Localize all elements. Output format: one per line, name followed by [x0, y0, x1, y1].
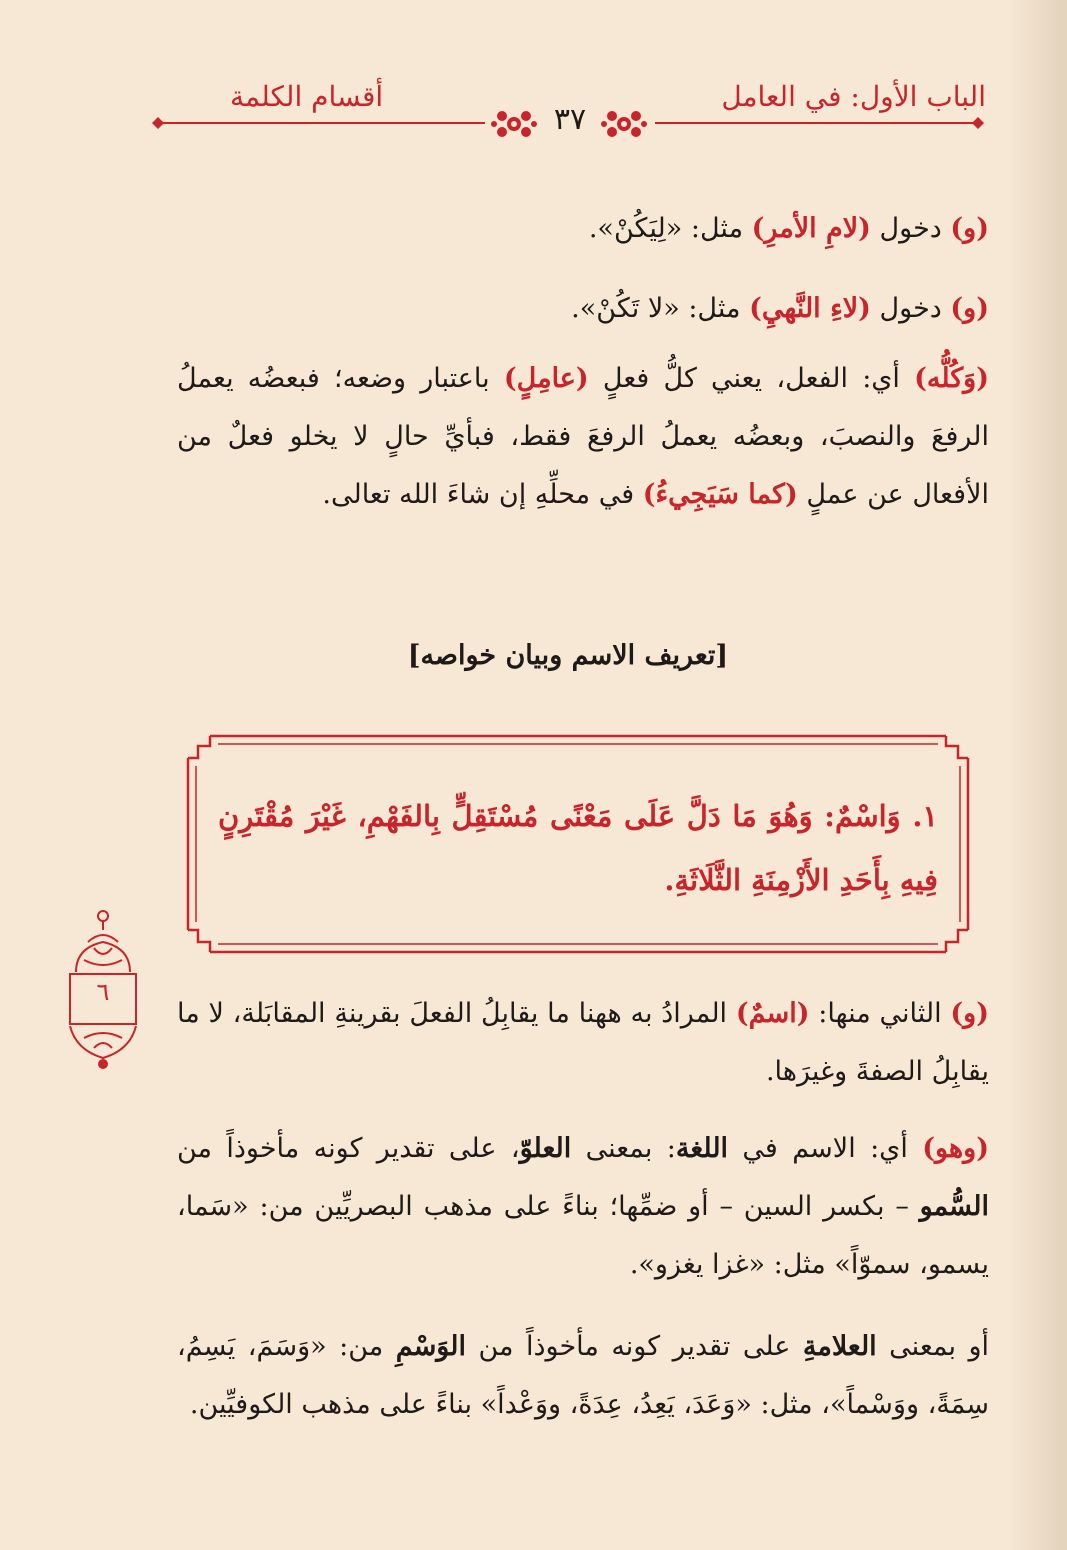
chapter-title: الباب الأول: في العامل — [721, 80, 986, 113]
original-page-number: ٦ — [96, 978, 110, 1006]
page-number: ٣٧ — [553, 102, 587, 137]
running-header — [150, 70, 986, 140]
rule-end-ornament-icon — [970, 116, 986, 130]
definition-box — [180, 728, 976, 960]
rosette-ornament-icon — [490, 104, 538, 144]
paragraph-lughah: (وهو) أي: الاسم في اللغة: بمعنى العلوّ، على تقدير كونه مأخوذاً من السُّمو – بكسر السين – أو ضمِّها؛ بناءً على مذهب البصريِّين من: «سَما، يسمو، سموّاً» مثل: «غزا يغزو». — [177, 1133, 989, 1280]
page-edge-shadow — [1007, 0, 1067, 1550]
rosette-ornament-icon — [600, 104, 648, 144]
paragraph-la-al-nahy: (و) دخول (لاءِ النَّهيِ) مثل: «لا تَكُنْ». — [571, 293, 989, 324]
definition-text: ١. وَاسْمٌ: وَهُوَ مَا دَلَّ عَلَى مَعْنًى مُسْتَقِلٍّ بِالفَهْمِ، غَيْرَ مُقْتَرِنٍ فِيهِ بِأَحَدِ الأَزْمِنَةِ الثَّلَاثَةِ. — [218, 799, 938, 897]
paragraph-alamah: أو بمعنى العلامةِ على تقدير كونه مأخوذاً من الوَسْمِ من: «وَسَمَ، يَسِمُ، سِمَةً، ووَسْماً»، مثل: «وَعَدَ، يَعِدُ، عِدَةً، ووَعْداً» بناءً على مذهب الكوفيِّين. — [177, 1331, 989, 1420]
paragraph-lam-al-amr: (و) دخول (لامِ الأمرِ) مثل: «لِيَكُنْ». — [588, 213, 989, 244]
section-title: أقسام الكلمة — [230, 80, 384, 113]
rule-end-ornament-icon — [150, 116, 166, 130]
paragraph-ism: (و) الثاني منها: (اسمٌ) المرادُ به ههنا ما يقابِلُ الفعلَ بقرينةِ المقابَلة، لا ما يقابِلُ الصفةَ وغيرَها. — [177, 998, 989, 1087]
section-subheading: [تعريف الاسم وبيان خواصه] — [407, 640, 729, 671]
lantern-page-marker — [58, 908, 148, 1072]
paragraph-kulluh: (وَكُلُّه) أي: الفعل، يعني كلُّ فعلٍ (عامِلٍ) باعتبار وضعه؛ فبعضُه يعملُ الرفعَ والنصبَ، وبعضُه يعملُ الرفعَ فقط، فبأيِّ حالٍ لا يخلو فعلٌ من الأفعال عن عملٍ (كما سَيَجِيءُ) في محلِّهِ إن شاءَ الله تعالى. — [177, 363, 989, 510]
